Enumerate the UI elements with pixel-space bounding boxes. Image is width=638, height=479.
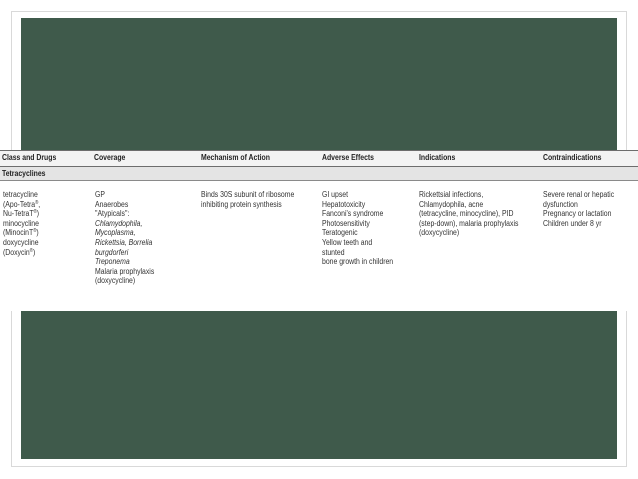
cell-adverse-effects: [322, 190, 393, 267]
cell-class-and-drugs: [3, 190, 40, 257]
cell-line: Children under 8 yr: [543, 218, 602, 228]
cell-line: burgdorferi: [95, 247, 129, 257]
cell-line: (tetracycline, minocycline), PID: [419, 209, 514, 219]
header-indications: Indications: [419, 153, 456, 162]
cell-line: Malaria prophylaxis: [95, 266, 155, 276]
cell-line: Treponema: [95, 257, 130, 267]
cell-line: GP: [95, 190, 105, 199]
cell-line: (Doxycin®): [3, 247, 36, 257]
cell-line: Chlamydophila, acne: [419, 199, 484, 209]
table-header-row: [0, 150, 638, 167]
cell-line: stunted: [322, 247, 345, 257]
header-contraindications: Contraindications: [543, 153, 602, 162]
cell-line: (MinocinT®): [3, 228, 39, 238]
cell-line: Hepatotoxicity: [322, 199, 366, 209]
cell-line: Chlamydophila,: [95, 218, 143, 228]
cell-line: inhibiting protein synthesis: [201, 199, 282, 209]
cell-indications: [419, 190, 518, 238]
green-panel-bottom: [21, 311, 617, 459]
green-panel-top: [21, 18, 617, 150]
cell-line: Nu-TetraT®): [3, 209, 40, 219]
cell-line: bone growth in children: [322, 257, 394, 267]
cell-line: "Atypicals":: [95, 209, 130, 219]
cell-line: (doxycycline): [419, 228, 460, 238]
cell-line: Photosensitivity: [322, 218, 370, 228]
header-class-and-drugs: Class and Drugs: [2, 153, 57, 162]
cell-contraindications: [543, 190, 614, 228]
cell-line: Severe renal or hepatic: [543, 190, 615, 199]
cell-line: Yellow teeth and: [322, 237, 373, 247]
cell-line: dysfunction: [543, 199, 578, 209]
cell-line: Anaerobes: [95, 199, 129, 209]
cell-line: (doxycycline): [95, 276, 136, 286]
header-coverage: Coverage: [94, 153, 126, 162]
cell-line: Pregnancy or lactation: [543, 209, 612, 219]
header-mechanism: Mechanism of Action: [201, 153, 270, 162]
cell-line: GI upset: [322, 190, 349, 199]
cell-line: tetracycline: [3, 190, 38, 199]
cell-line: Rickettsial infections,: [419, 190, 484, 199]
cell-line: minocycline: [3, 218, 39, 228]
header-adverse-effects: Adverse Effects: [322, 153, 375, 162]
cell-line: Teratogenic: [322, 228, 358, 238]
cell-line: Rickettsia, Borrelia: [95, 237, 153, 247]
cell-mechanism: [201, 190, 294, 209]
section-title: Tetracyclines: [2, 169, 46, 178]
section-row: [0, 167, 638, 181]
cell-line: (Apo-Tetra®,: [3, 199, 41, 209]
cell-line: Fanconi's syndrome: [322, 209, 384, 219]
cell-coverage: [95, 190, 154, 286]
cell-line: Mycoplasma,: [95, 228, 136, 238]
cell-line: Binds 30S subunit of ribosome: [201, 190, 295, 199]
antibiotic-table: [0, 150, 638, 311]
cell-line: doxycycline: [3, 237, 39, 247]
cell-line: (step-down), malaria prophylaxis: [419, 218, 519, 228]
